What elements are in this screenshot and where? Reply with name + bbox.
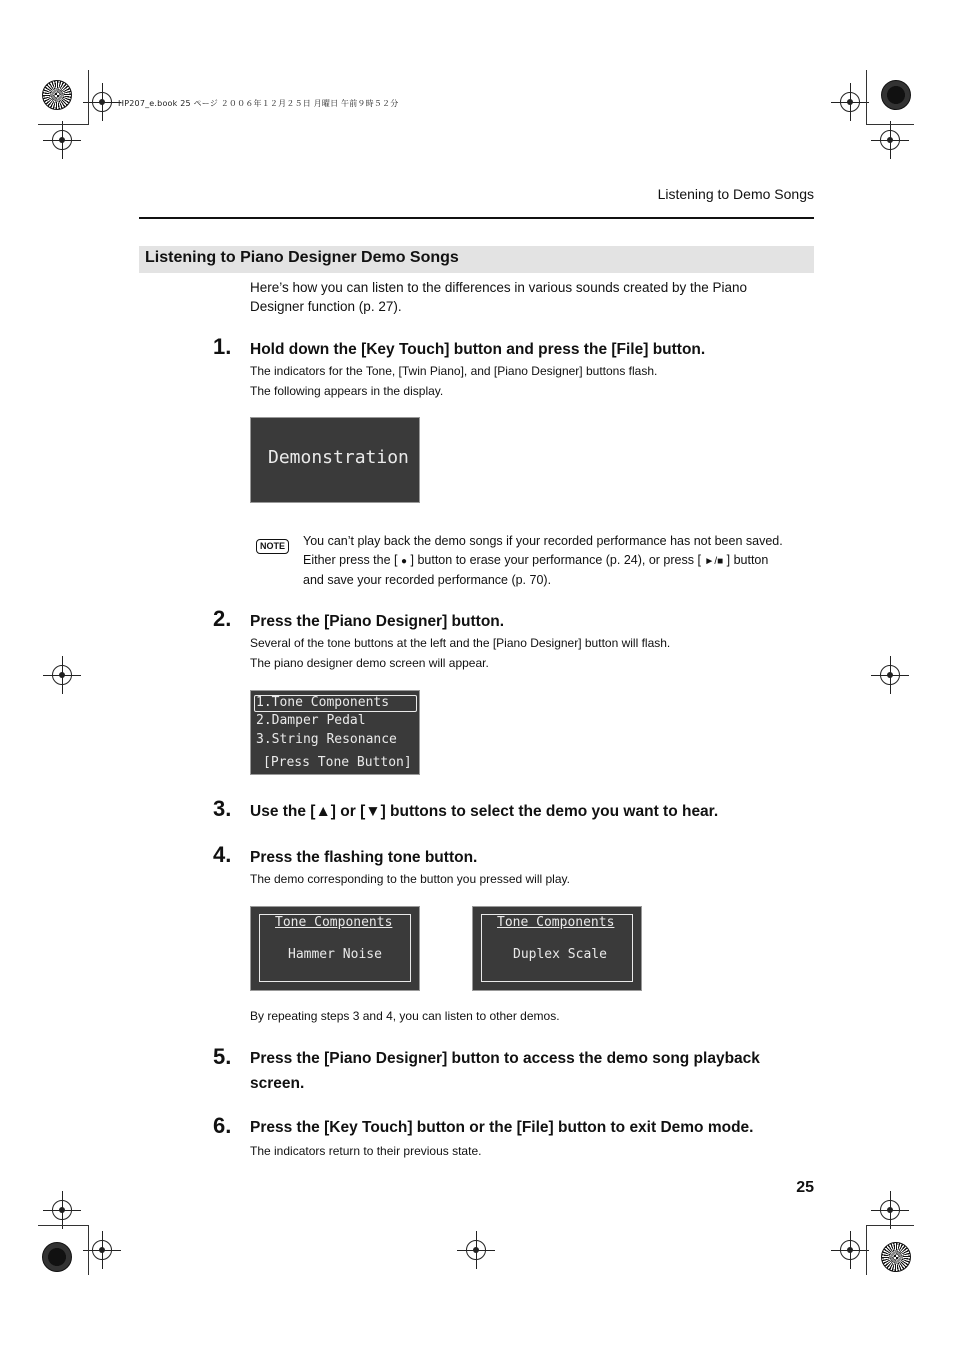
step-title: Press the flashing tone button. bbox=[250, 849, 478, 866]
step-title: Hold down the [Key Touch] button and press the [File] button. bbox=[250, 341, 706, 358]
step-text: The indicators return to their previous state. bbox=[250, 1144, 482, 1158]
step-number: 2. bbox=[213, 606, 232, 631]
crosshair-icon bbox=[880, 1200, 900, 1220]
step-title: Press the [Piano Designer] button. bbox=[250, 613, 505, 630]
note-icon: NOTE bbox=[256, 539, 289, 554]
record-icon: ● bbox=[400, 556, 408, 567]
crosshair-icon bbox=[92, 1240, 112, 1260]
crop-mark bbox=[38, 1225, 88, 1226]
section-title: Listening to Piano Designer Demo Songs bbox=[145, 249, 459, 266]
registration-burst-icon bbox=[881, 1242, 911, 1272]
step-text: The piano designer demo screen will appear. bbox=[250, 656, 489, 670]
step-number: 1. bbox=[213, 334, 232, 359]
step-title: Press the [Piano Designer] button to access the demo song playback screen. bbox=[250, 1050, 760, 1092]
note-fragment: Either press the [ bbox=[303, 553, 398, 567]
registration-burst-icon bbox=[42, 1242, 72, 1272]
menu-item: 2.Damper Pedal bbox=[256, 713, 366, 728]
note-line: and save your recorded performance (p. 70). bbox=[303, 573, 552, 587]
step-number: 6. bbox=[213, 1113, 232, 1138]
menu-item: 1.Tone Components bbox=[256, 695, 390, 710]
crosshair-icon bbox=[840, 92, 860, 112]
note-line bbox=[303, 551, 803, 571]
crop-mark bbox=[38, 124, 88, 125]
lcd-text: Demonstration bbox=[268, 447, 409, 468]
step-number: 4. bbox=[213, 842, 232, 867]
step-title: Use the [▲] or [▼] buttons to select the demo you want to hear. bbox=[250, 803, 719, 820]
step-title: Press the [Key Touch] button or the [File] button to exit Demo mode. bbox=[250, 1119, 754, 1136]
page-number: 25 bbox=[796, 1179, 814, 1196]
lcd-header: Tone Components bbox=[275, 915, 393, 930]
lcd-prompt: [Press Tone Button] bbox=[263, 755, 412, 770]
crosshair-icon bbox=[52, 1200, 72, 1220]
note-line: You can’t play back the demo songs if your recorded performance has not been saved. bbox=[303, 534, 783, 548]
play-stop-icon: ►/■ bbox=[704, 556, 724, 567]
running-head: Listening to Demo Songs bbox=[657, 186, 814, 202]
crosshair-icon bbox=[840, 1240, 860, 1260]
step-text: By repeating steps 3 and 4, you can listen to other demos. bbox=[250, 1009, 560, 1023]
crop-mark bbox=[88, 70, 89, 125]
menu-item: 3.String Resonance bbox=[256, 732, 397, 747]
crop-mark bbox=[866, 70, 867, 125]
crop-mark bbox=[866, 1225, 914, 1226]
note-fragment: ] button bbox=[726, 553, 769, 567]
registration-burst-icon bbox=[881, 80, 911, 110]
crosshair-icon bbox=[92, 92, 112, 112]
registration-burst-icon bbox=[42, 80, 72, 110]
note-fragment: ] button to erase your performance (p. 24), or press [ bbox=[410, 553, 701, 567]
step-text: Several of the tone buttons at the left and the [Piano Designer] button will flash. bbox=[250, 636, 671, 650]
step-text: The following appears in the display. bbox=[250, 384, 444, 398]
lcd-display-hammer-noise bbox=[250, 906, 420, 991]
crosshair-icon bbox=[466, 1240, 486, 1260]
crop-mark bbox=[866, 1225, 867, 1275]
lcd-display-demonstration bbox=[250, 417, 420, 503]
step-number: 3. bbox=[213, 796, 232, 821]
lcd-display-menu bbox=[250, 690, 420, 775]
step-text: The indicators for the Tone, [Twin Piano], and [Piano Designer] buttons flash. bbox=[250, 364, 658, 378]
crosshair-icon bbox=[880, 130, 900, 150]
intro-paragraph: Here’s how you can listen to the differences in various sounds created by the Piano Designer function (p. 27). bbox=[250, 280, 748, 314]
crop-mark bbox=[866, 124, 914, 125]
print-header: HP207_e.book 25 ページ ２００６年１２月２５日 月曜日 午前９時５２分 bbox=[118, 99, 399, 108]
note-text bbox=[303, 532, 803, 590]
crosshair-icon bbox=[52, 130, 72, 150]
lcd-value: Duplex Scale bbox=[513, 947, 607, 962]
crosshair-icon bbox=[880, 665, 900, 685]
crop-mark bbox=[88, 1225, 89, 1275]
step-text: The demo corresponding to the button you pressed will play. bbox=[250, 872, 570, 886]
lcd-header: Tone Components bbox=[497, 915, 615, 930]
header-rule bbox=[139, 217, 814, 219]
crosshair-icon bbox=[52, 665, 72, 685]
step-number: 5. bbox=[213, 1044, 232, 1069]
lcd-display-duplex-scale bbox=[472, 906, 642, 991]
lcd-value: Hammer Noise bbox=[288, 947, 382, 962]
